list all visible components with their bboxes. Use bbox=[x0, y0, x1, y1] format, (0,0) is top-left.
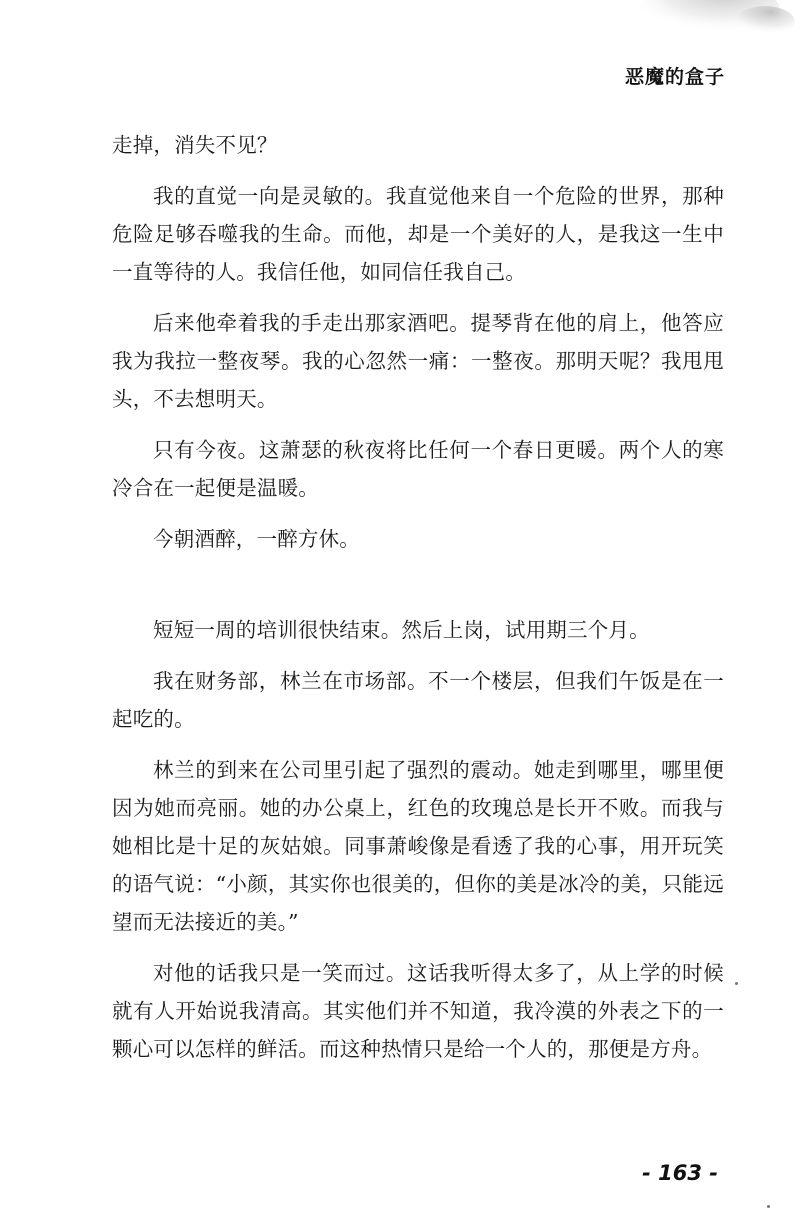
paragraph-8: 林兰的到来在公司里引起了强烈的震动。她走到哪里，哪里便因为她而亮丽。她的办公桌上，红色的玫瑰总是长开不败。而我与她相比是十足的灰姑娘。同事萧峻像是看透了我的心事，用开玩笑的语气说：“小颜，其实你也很美的，但你的美是冰冷的美，只能远望而无法接近的美。” bbox=[112, 758, 724, 934]
paragraph-1: 走掉，消失不见？ bbox=[112, 133, 278, 157]
paragraph-7: 我在财务部，林兰在市场部。不一个楼层，但我们午饭是在一起吃的。 bbox=[112, 669, 724, 731]
scan-speck bbox=[767, 1205, 770, 1208]
paragraph-6: 短短一周的培训很快结束。然后上岗，试用期三个月。 bbox=[153, 618, 650, 642]
scan-speck bbox=[735, 982, 738, 985]
running-head: 恶魔的盒子 bbox=[624, 66, 725, 88]
page-number: - 163 - bbox=[642, 1161, 718, 1185]
paragraph-3: 后来他牵着我的手走出那家酒吧。提琴背在他的肩上，他答应我为我拉一整夜琴。我的心忽然一痛：一整夜。那明天呢？我甩甩头，不去想明天。 bbox=[112, 311, 724, 411]
body-text bbox=[112, 126, 724, 1081]
paragraph-2: 我的直觉一向是灵敏的。我直觉他来自一个危险的世界，那种危险足够吞噬我的生命。而他，却是一个美好的人，是我这一生中一直等待的人。我信任他，如同信任我自己。 bbox=[112, 184, 724, 284]
scene-break bbox=[112, 571, 724, 611]
paragraph-9: 对他的话我只是一笑而过。这话我听得太多了，从上学的时候就有人开始说我清高。其实他们并不知道，我冷漠的外表之下的一颗心可以怎样的鲜活。而这种热情只是给一个人的，那便是方舟。 bbox=[112, 961, 724, 1061]
paragraph-5: 今朝酒醉，一醉方休。 bbox=[153, 527, 360, 551]
paragraph-4: 只有今夜。这萧瑟的秋夜将比任何一个春日更暖。两个人的寒冷合在一起便是温暖。 bbox=[112, 438, 724, 500]
scan-smudge-decoration bbox=[600, 0, 800, 60]
